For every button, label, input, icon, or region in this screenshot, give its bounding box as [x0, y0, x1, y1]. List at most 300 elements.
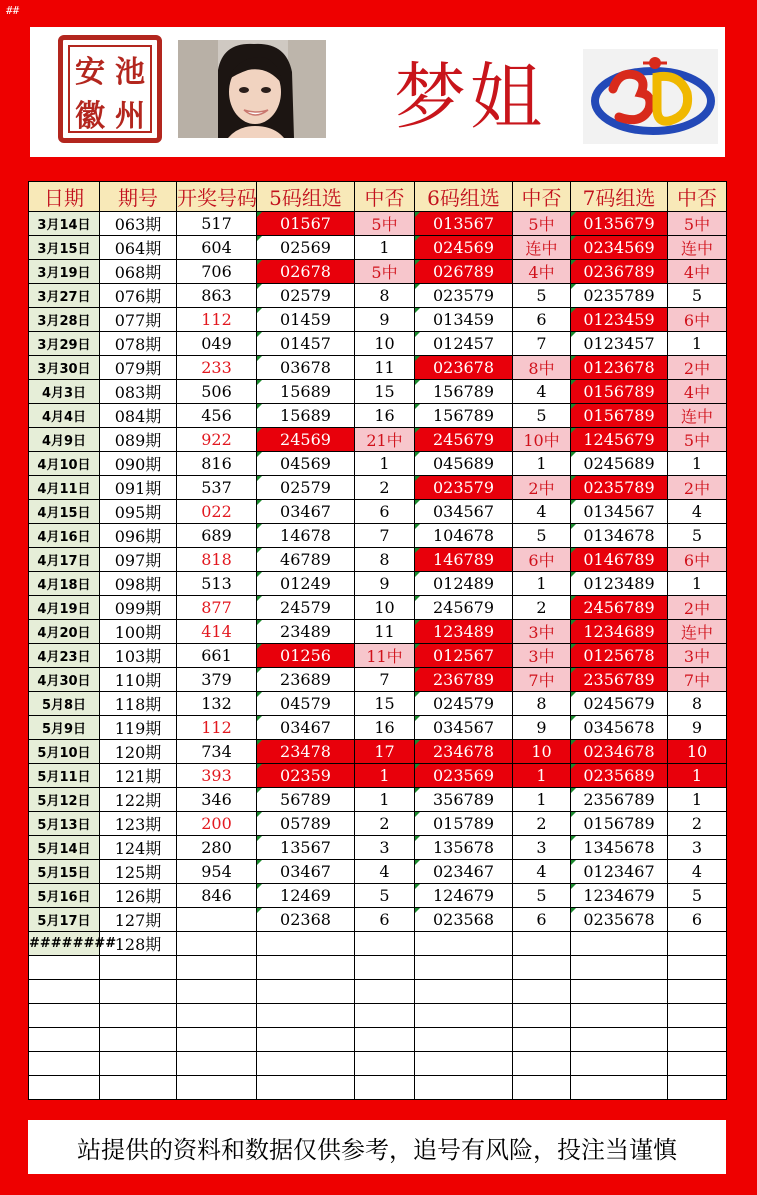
pick5-hit-cell: 10 [355, 596, 415, 620]
date-cell: 4月23日 [29, 644, 100, 668]
pick7-cell: 0146789 [571, 548, 668, 572]
pick5-hit-cell: 4 [355, 860, 415, 884]
pick7-cell: 2356789 [571, 788, 668, 812]
empty-cell [177, 1004, 257, 1028]
empty-cell [571, 1076, 668, 1100]
pick5-hit-cell: 15 [355, 692, 415, 716]
date-cell: 5月11日 [29, 764, 100, 788]
table-header-row [29, 182, 727, 212]
pick5-cell: 04569 [257, 452, 355, 476]
pick5-hit-cell: 7 [355, 524, 415, 548]
pick7-cell: 0245679 [571, 692, 668, 716]
3d-lottery-logo [583, 49, 718, 144]
table-row [29, 500, 727, 524]
pick5-cell: 12469 [257, 884, 355, 908]
column-header: 7码组选 [571, 182, 668, 212]
pick6-cell: 156789 [415, 404, 513, 428]
pick5-hit-cell [355, 932, 415, 956]
draw-number-cell: 513 [177, 572, 257, 596]
pick7-cell: 0236789 [571, 260, 668, 284]
pick6-hit-cell: 1 [513, 452, 571, 476]
issue-cell: 123期 [100, 812, 177, 836]
pick6-cell: 023678 [415, 356, 513, 380]
pick5-cell: 14678 [257, 524, 355, 548]
pick5-hit-cell: 11 [355, 356, 415, 380]
pick7-cell: 2456789 [571, 596, 668, 620]
issue-cell: 063期 [100, 212, 177, 236]
pick5-cell: 02368 [257, 908, 355, 932]
pick5-hit-cell: 1 [355, 236, 415, 260]
pick5-cell: 01459 [257, 308, 355, 332]
pick5-cell: 01256 [257, 644, 355, 668]
pick6-cell: 245679 [415, 596, 513, 620]
empty-cell [257, 980, 355, 1004]
draw-number-cell: 393 [177, 764, 257, 788]
empty-cell [355, 1052, 415, 1076]
empty-cell [100, 1028, 177, 1052]
date-cell: 5月16日 [29, 884, 100, 908]
issue-cell: 089期 [100, 428, 177, 452]
pick6-hit-cell: 5中 [513, 212, 571, 236]
date-cell: 5月17日 [29, 908, 100, 932]
pick6-hit-cell: 4 [513, 860, 571, 884]
pick5-cell: 03467 [257, 716, 355, 740]
table-row [29, 620, 727, 644]
date-cell: 3月15日 [29, 236, 100, 260]
table-row [29, 908, 727, 932]
empty-cell [513, 1004, 571, 1028]
pick6-cell [415, 932, 513, 956]
pick7-hit-cell: 4中 [668, 260, 727, 284]
pick5-hit-cell: 1 [355, 452, 415, 476]
pick6-hit-cell: 1 [513, 764, 571, 788]
empty-cell [29, 1076, 100, 1100]
issue-cell: 079期 [100, 356, 177, 380]
draw-number-cell: 734 [177, 740, 257, 764]
date-cell: 4月11日 [29, 476, 100, 500]
issue-cell: 128期 [100, 932, 177, 956]
pick7-cell: 0235789 [571, 284, 668, 308]
pick6-cell: 156789 [415, 380, 513, 404]
date-cell: 4月18日 [29, 572, 100, 596]
pick7-cell: 0245689 [571, 452, 668, 476]
pick5-cell: 03467 [257, 500, 355, 524]
draw-number-cell [177, 908, 257, 932]
table-row [29, 332, 727, 356]
table-row [29, 932, 727, 956]
pick7-cell [571, 932, 668, 956]
pick7-hit-cell: 3 [668, 836, 727, 860]
issue-cell: 091期 [100, 476, 177, 500]
issue-cell: 097期 [100, 548, 177, 572]
prediction-table [28, 181, 727, 1100]
pick5-cell: 02579 [257, 476, 355, 500]
table-row [29, 812, 727, 836]
table-row [29, 860, 727, 884]
pick6-cell: 024569 [415, 236, 513, 260]
pick6-hit-cell: 6中 [513, 548, 571, 572]
pick6-hit-cell: 6 [513, 308, 571, 332]
table-row [29, 284, 727, 308]
draw-number-cell: 517 [177, 212, 257, 236]
draw-number-cell: 049 [177, 332, 257, 356]
pick6-hit-cell: 5 [513, 404, 571, 428]
pick5-cell: 46789 [257, 548, 355, 572]
pick6-cell: 013567 [415, 212, 513, 236]
pick7-hit-cell: 连中 [668, 404, 727, 428]
table-row [29, 764, 727, 788]
column-header: 5码组选 [257, 182, 355, 212]
empty-table-row [29, 1052, 727, 1076]
page-title: 梦姐 [393, 55, 546, 139]
table-row [29, 476, 727, 500]
empty-cell [415, 1052, 513, 1076]
pick6-hit-cell: 2 [513, 812, 571, 836]
pick7-hit-cell: 5 [668, 284, 727, 308]
pick6-hit-cell: 10 [513, 740, 571, 764]
empty-cell [415, 1004, 513, 1028]
pick7-cell: 0135679 [571, 212, 668, 236]
pick6-hit-cell: 9 [513, 716, 571, 740]
date-cell: 4月10日 [29, 452, 100, 476]
pick5-hit-cell: 11 [355, 620, 415, 644]
issue-cell: 077期 [100, 308, 177, 332]
pick6-hit-cell: 8 [513, 692, 571, 716]
pick5-cell: 24569 [257, 428, 355, 452]
pick6-hit-cell: 1 [513, 572, 571, 596]
empty-cell [177, 1076, 257, 1100]
empty-cell [177, 980, 257, 1004]
pick5-cell: 01249 [257, 572, 355, 596]
date-cell: 5月12日 [29, 788, 100, 812]
pick7-hit-cell: 6中 [668, 308, 727, 332]
pick6-hit-cell: 5 [513, 524, 571, 548]
empty-cell [29, 1028, 100, 1052]
table-row [29, 548, 727, 572]
issue-cell: 098期 [100, 572, 177, 596]
issue-cell: 068期 [100, 260, 177, 284]
issue-cell: 100期 [100, 620, 177, 644]
draw-number-cell: 346 [177, 788, 257, 812]
empty-cell [513, 1076, 571, 1100]
draw-number-cell: 506 [177, 380, 257, 404]
profile-photo [178, 40, 326, 138]
empty-cell [668, 1004, 727, 1028]
pick5-hit-cell: 6 [355, 500, 415, 524]
empty-cell [571, 1004, 668, 1028]
issue-cell: 119期 [100, 716, 177, 740]
pick7-hit-cell: 3中 [668, 644, 727, 668]
empty-cell [355, 1028, 415, 1052]
column-header: 中否 [355, 182, 415, 212]
draw-number-cell: 280 [177, 836, 257, 860]
empty-cell [100, 1052, 177, 1076]
column-header: 中否 [668, 182, 727, 212]
empty-cell [571, 1028, 668, 1052]
issue-cell: 127期 [100, 908, 177, 932]
pick5-cell: 23689 [257, 668, 355, 692]
pick7-cell: 0123457 [571, 332, 668, 356]
empty-cell [415, 1076, 513, 1100]
pick7-cell: 1234689 [571, 620, 668, 644]
table-row [29, 836, 727, 860]
column-header: 中否 [513, 182, 571, 212]
pick7-cell: 0134567 [571, 500, 668, 524]
issue-cell: 118期 [100, 692, 177, 716]
date-cell: 4月3日 [29, 380, 100, 404]
date-cell: 5月10日 [29, 740, 100, 764]
empty-cell [415, 956, 513, 980]
pick5-hit-cell: 1 [355, 788, 415, 812]
corner-mark: ## [6, 4, 20, 17]
empty-cell [571, 1052, 668, 1076]
table-row [29, 788, 727, 812]
pick5-hit-cell: 8 [355, 284, 415, 308]
draw-number-cell: 706 [177, 260, 257, 284]
table-row [29, 236, 727, 260]
empty-cell [668, 1076, 727, 1100]
pick7-hit-cell: 5中 [668, 212, 727, 236]
pick6-hit-cell: 7中 [513, 668, 571, 692]
table-row [29, 668, 727, 692]
pick7-cell: 0234569 [571, 236, 668, 260]
pick7-hit-cell: 5中 [668, 428, 727, 452]
empty-cell [100, 1004, 177, 1028]
pick6-hit-cell: 4中 [513, 260, 571, 284]
date-cell: 4月19日 [29, 596, 100, 620]
empty-cell [29, 980, 100, 1004]
disclaimer-footer: 站提供的资料和数据仅供参考，追号有风险，投注当谨慎 [28, 1120, 726, 1174]
pick5-cell: 03678 [257, 356, 355, 380]
pick7-hit-cell: 2 [668, 812, 727, 836]
pick5-cell: 04579 [257, 692, 355, 716]
pick5-cell: 02359 [257, 764, 355, 788]
table-row [29, 380, 727, 404]
pick7-hit-cell: 2中 [668, 596, 727, 620]
pick7-cell: 1234679 [571, 884, 668, 908]
pick6-hit-cell: 3中 [513, 644, 571, 668]
pick6-hit-cell: 3中 [513, 620, 571, 644]
issue-cell: 076期 [100, 284, 177, 308]
table-row [29, 692, 727, 716]
empty-cell [668, 1028, 727, 1052]
draw-number-cell: 604 [177, 236, 257, 260]
date-cell: 3月19日 [29, 260, 100, 284]
issue-cell: 103期 [100, 644, 177, 668]
draw-number-cell: 537 [177, 476, 257, 500]
pick6-hit-cell: 5 [513, 284, 571, 308]
pick5-hit-cell: 6 [355, 908, 415, 932]
pick7-cell: 0234678 [571, 740, 668, 764]
pick6-cell: 013459 [415, 308, 513, 332]
table-row [29, 212, 727, 236]
issue-cell: 099期 [100, 596, 177, 620]
pick7-cell: 0235789 [571, 476, 668, 500]
draw-number-cell: 132 [177, 692, 257, 716]
pick6-cell: 026789 [415, 260, 513, 284]
empty-cell [257, 1004, 355, 1028]
seal-char: 徽 [75, 99, 105, 134]
pick5-hit-cell: 15 [355, 380, 415, 404]
pick7-cell: 0235689 [571, 764, 668, 788]
pick5-hit-cell: 16 [355, 404, 415, 428]
pick6-hit-cell [513, 932, 571, 956]
issue-cell: 122期 [100, 788, 177, 812]
header-banner [30, 27, 725, 157]
pick6-hit-cell: 4 [513, 500, 571, 524]
table-row [29, 524, 727, 548]
pick7-cell: 0123459 [571, 308, 668, 332]
draw-number-cell: 414 [177, 620, 257, 644]
pick7-hit-cell: 连中 [668, 236, 727, 260]
draw-number-cell: 379 [177, 668, 257, 692]
pick7-hit-cell: 4中 [668, 380, 727, 404]
pick5-cell: 56789 [257, 788, 355, 812]
pick6-cell: 024579 [415, 692, 513, 716]
pick7-hit-cell: 4 [668, 860, 727, 884]
pick7-hit-cell [668, 932, 727, 956]
pick5-cell: 01457 [257, 332, 355, 356]
pick7-hit-cell: 10 [668, 740, 727, 764]
date-cell: 5月8日 [29, 692, 100, 716]
pick5-hit-cell: 17 [355, 740, 415, 764]
pick7-hit-cell: 8 [668, 692, 727, 716]
empty-cell [355, 956, 415, 980]
seal-char: 州 [115, 99, 145, 134]
seal-char: 安 [75, 55, 105, 90]
pick7-cell: 0156789 [571, 812, 668, 836]
table-row [29, 356, 727, 380]
draw-number-cell: 661 [177, 644, 257, 668]
pick7-hit-cell: 6中 [668, 548, 727, 572]
pick5-cell: 23478 [257, 740, 355, 764]
pick6-cell: 236789 [415, 668, 513, 692]
draw-number-cell: 954 [177, 860, 257, 884]
pick6-hit-cell: 10中 [513, 428, 571, 452]
empty-cell [415, 980, 513, 1004]
issue-cell: 090期 [100, 452, 177, 476]
empty-cell [415, 1028, 513, 1052]
date-cell: 3月29日 [29, 332, 100, 356]
pick6-cell: 023568 [415, 908, 513, 932]
date-cell: 5月14日 [29, 836, 100, 860]
pick5-cell: 23489 [257, 620, 355, 644]
pick6-cell: 012457 [415, 332, 513, 356]
date-cell: 3月30日 [29, 356, 100, 380]
pick5-cell: 02579 [257, 284, 355, 308]
table-row [29, 452, 727, 476]
date-cell: 3月28日 [29, 308, 100, 332]
date-cell: 4月9日 [29, 428, 100, 452]
pick6-cell: 124679 [415, 884, 513, 908]
pick6-cell: 146789 [415, 548, 513, 572]
date-cell: 4月16日 [29, 524, 100, 548]
pick6-cell: 045689 [415, 452, 513, 476]
pick6-hit-cell: 3 [513, 836, 571, 860]
pick7-hit-cell: 1 [668, 452, 727, 476]
pick5-hit-cell: 16 [355, 716, 415, 740]
pick7-hit-cell: 6 [668, 908, 727, 932]
table-row [29, 740, 727, 764]
pick7-hit-cell: 4 [668, 500, 727, 524]
empty-cell [571, 980, 668, 1004]
table-row [29, 260, 727, 284]
pick6-cell: 023569 [415, 764, 513, 788]
pick6-hit-cell: 5 [513, 884, 571, 908]
date-cell: 3月14日 [29, 212, 100, 236]
issue-cell: 125期 [100, 860, 177, 884]
draw-number-cell: 689 [177, 524, 257, 548]
pick5-hit-cell: 5中 [355, 260, 415, 284]
pick5-hit-cell: 3 [355, 836, 415, 860]
issue-cell: 095期 [100, 500, 177, 524]
pick7-cell: 0156789 [571, 404, 668, 428]
empty-cell [257, 1076, 355, 1100]
pick7-hit-cell: 2中 [668, 356, 727, 380]
draw-number-cell: 233 [177, 356, 257, 380]
empty-cell [513, 1052, 571, 1076]
pick6-cell: 034567 [415, 716, 513, 740]
empty-cell [100, 980, 177, 1004]
pick7-cell: 0134678 [571, 524, 668, 548]
table-body [29, 212, 727, 1100]
date-cell: 4月15日 [29, 500, 100, 524]
draw-number-cell: 922 [177, 428, 257, 452]
empty-cell [257, 1028, 355, 1052]
empty-cell [355, 980, 415, 1004]
pick7-hit-cell: 7中 [668, 668, 727, 692]
pick7-hit-cell: 连中 [668, 620, 727, 644]
pick7-cell: 1345678 [571, 836, 668, 860]
pick6-hit-cell: 8中 [513, 356, 571, 380]
pick7-cell: 0235678 [571, 908, 668, 932]
pick5-cell: 05789 [257, 812, 355, 836]
pick6-hit-cell: 连中 [513, 236, 571, 260]
pick5-cell [257, 932, 355, 956]
pick5-cell: 15689 [257, 380, 355, 404]
issue-cell: 083期 [100, 380, 177, 404]
pick7-hit-cell: 9 [668, 716, 727, 740]
empty-cell [355, 1004, 415, 1028]
issue-cell: 096期 [100, 524, 177, 548]
pick5-hit-cell: 10 [355, 332, 415, 356]
pick7-hit-cell: 5 [668, 884, 727, 908]
pick6-hit-cell: 4 [513, 380, 571, 404]
empty-cell [100, 956, 177, 980]
pick5-cell: 15689 [257, 404, 355, 428]
pick5-hit-cell: 21中 [355, 428, 415, 452]
empty-table-row [29, 1076, 727, 1100]
date-cell: 4月30日 [29, 668, 100, 692]
column-header: 期号 [100, 182, 177, 212]
pick7-cell: 0125678 [571, 644, 668, 668]
seal-char: 池 [115, 55, 145, 90]
date-cell: 4月17日 [29, 548, 100, 572]
column-header: 6码组选 [415, 182, 513, 212]
pick6-hit-cell: 6 [513, 908, 571, 932]
pick6-cell: 104678 [415, 524, 513, 548]
pick6-cell: 023579 [415, 284, 513, 308]
pick7-hit-cell: 1 [668, 788, 727, 812]
pick5-hit-cell: 8 [355, 548, 415, 572]
empty-cell [177, 1052, 257, 1076]
pick6-cell: 012567 [415, 644, 513, 668]
pick7-hit-cell: 5 [668, 524, 727, 548]
table-row [29, 308, 727, 332]
pick5-cell: 13567 [257, 836, 355, 860]
date-cell: 5月13日 [29, 812, 100, 836]
empty-cell [177, 956, 257, 980]
